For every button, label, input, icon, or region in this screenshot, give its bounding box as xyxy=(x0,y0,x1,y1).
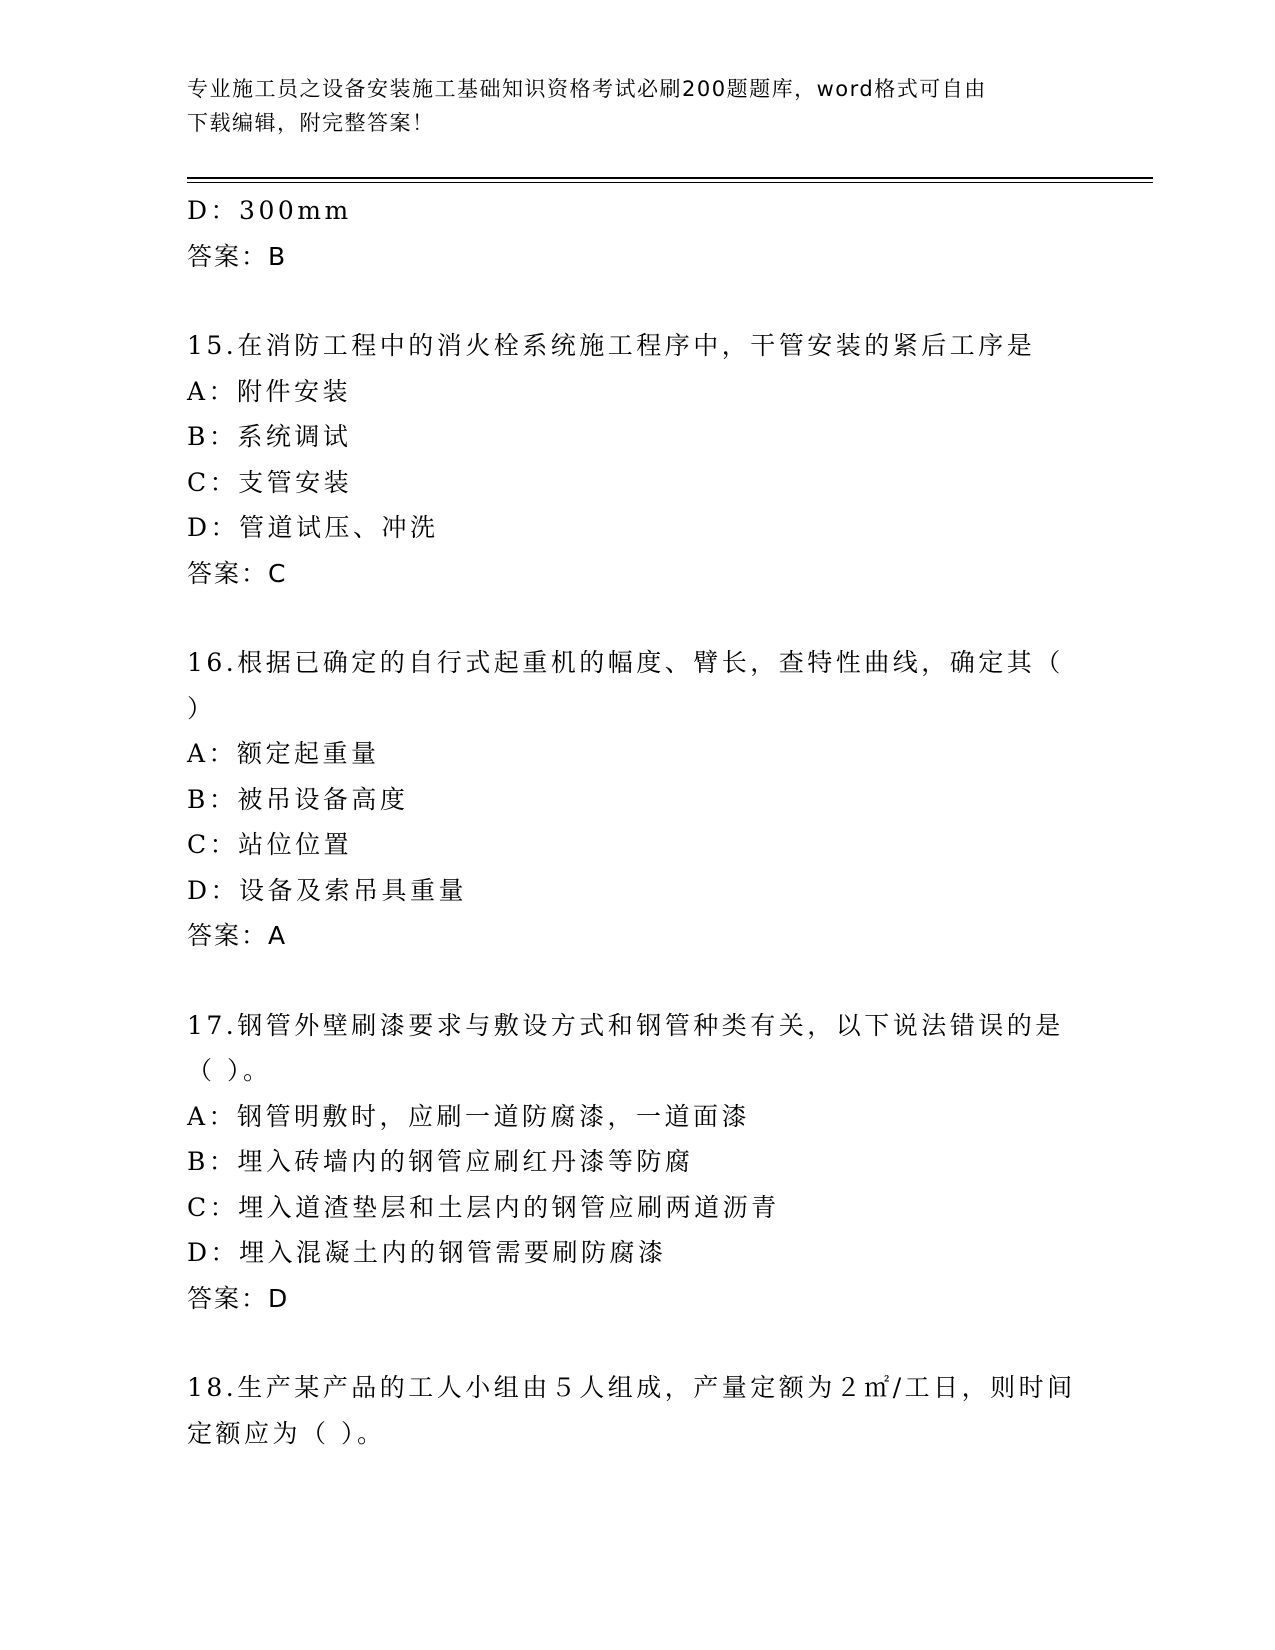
header-title-line-1: 专业施工员之设备安装施工基础知识资格考试必刷200题题库，word格式可自由 xyxy=(187,77,987,101)
question-stem-continued: ） xyxy=(187,693,216,723)
option-a: A：附件安装 xyxy=(187,376,352,406)
option-b: B：被吊设备高度 xyxy=(187,784,409,814)
option-a: A：钢管明敷时，应刷一道防腐漆，一道面漆 xyxy=(187,1101,751,1131)
answer: 答案：D xyxy=(187,1283,290,1313)
option-c: C：埋入道渣垫层和土层内的钢管应刷两道沥青 xyxy=(187,1192,780,1222)
option-b: B：埋入砖墙内的钢管应刷红丹漆等防腐 xyxy=(187,1147,694,1176)
question-block-18 xyxy=(187,1365,1087,1456)
question-stem: 17.钢管外壁刷漆要求与敷设方式和钢管种类有关，以下说法错误的是 xyxy=(187,1010,1064,1040)
question-stem: 18.生产某产品的工人小组由５人组成，产量定额为２㎡/工日，则时间 xyxy=(187,1373,1076,1402)
option-d: D：设备及索吊具重量 xyxy=(187,875,468,905)
option-d: D：埋入混凝土内的钢管需要刷防腐漆 xyxy=(187,1238,667,1267)
document-header xyxy=(187,72,1067,140)
question-block-15 xyxy=(187,323,1087,596)
spacer xyxy=(187,596,1087,640)
spacer xyxy=(187,959,1087,1003)
previous-option-d: D：300mm xyxy=(187,196,352,225)
spacer xyxy=(187,1321,1087,1365)
spacer xyxy=(187,279,1087,323)
question-stem-continued: 定额应为（ ）。 xyxy=(187,1418,386,1448)
option-c: C：支管安装 xyxy=(187,467,353,497)
question-content xyxy=(187,188,1087,1456)
answer: 答案：C xyxy=(187,558,288,588)
option-a: A：额定起重量 xyxy=(187,739,380,768)
option-c: C：站位位置 xyxy=(187,830,353,859)
header-rule-thick xyxy=(187,177,1153,179)
question-stem: 16.根据已确定的自行式起重机的幅度、臂长，查特性曲线，确定其（ xyxy=(187,648,1064,677)
option-d: D：管道试压、冲洗 xyxy=(187,513,439,542)
question-stem: 15.在消防工程中的消火栓系统施工程序中，干管安装的紧后工序是 xyxy=(187,331,1036,360)
question-stem-continued: （ ）。 xyxy=(187,1056,272,1085)
header-rule-thin xyxy=(187,182,1153,183)
header-title-line-2: 下载编辑，附完整答案！ xyxy=(187,111,435,135)
previous-answer: 答案：B xyxy=(187,241,288,271)
question-block-16 xyxy=(187,640,1087,959)
question-block-17 xyxy=(187,1003,1087,1322)
option-b: B：系统调试 xyxy=(187,422,352,451)
answer: 答案：A xyxy=(187,921,288,950)
